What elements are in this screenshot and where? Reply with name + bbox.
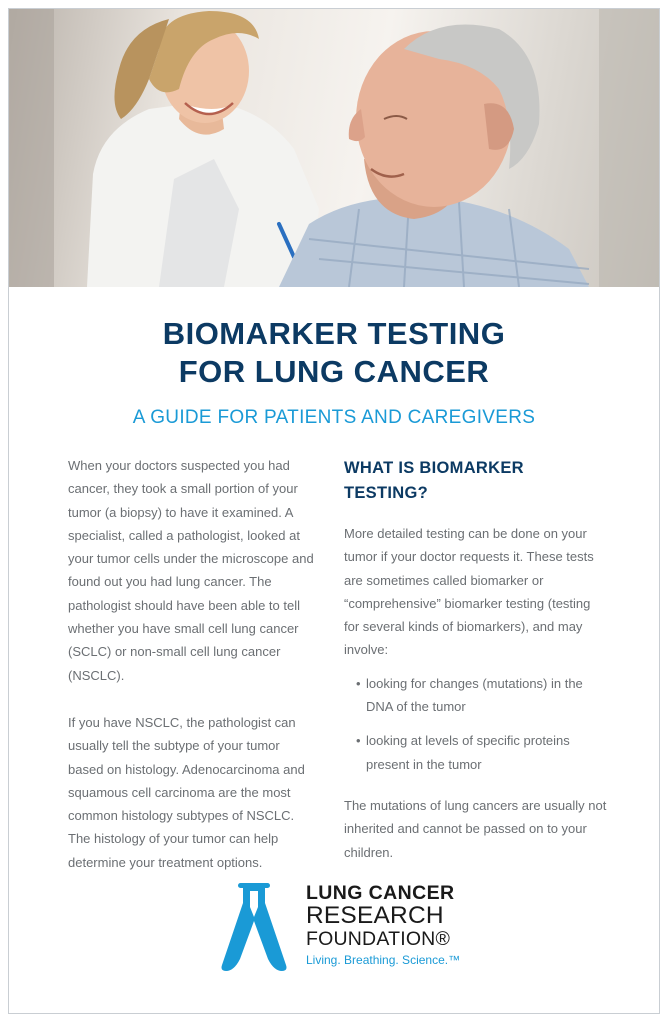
left-column xyxy=(68,454,318,874)
page-title xyxy=(9,315,659,391)
section-heading-line-2: TESTING? xyxy=(344,484,428,502)
section-heading xyxy=(344,456,609,506)
bullet-list xyxy=(344,672,609,776)
logo-line-2: RESEARCH xyxy=(306,902,444,929)
hero-photo xyxy=(9,9,659,287)
left-paragraph-1: When your doctors suspected you had cancer, they took a small portion of your tumor (a biopsy) to have it examined. A specialist, called a pathologist, looked at your tumor cells under the microscope and found out you had lung cancer. The pathologist should have been able to tell whether you have small cell lung cancer (SCLC) or non-small cell lung cancer (NSCLC). xyxy=(68,458,314,683)
document-page xyxy=(8,8,660,1014)
nurse-and-patient-photo xyxy=(9,9,659,287)
right-column xyxy=(344,454,609,864)
flask-lungs-icon xyxy=(214,881,294,973)
logo-line-1: LUNG CANCER xyxy=(306,882,455,904)
logo-tagline: Living. Breathing. Science.™ xyxy=(306,953,461,967)
lcrf-logo xyxy=(214,879,474,979)
bullet-item-1: • looking for changes (mutations) in the DNA of the tumor xyxy=(344,672,609,719)
logo-line-3: FOUNDATION® xyxy=(306,928,451,950)
right-intro-paragraph: More detailed testing can be done on your tumor if your doctor requests it. These tests are sometimes called biomarker or “comprehensive” biomarker testing (testing for several kinds of biomarkers), and may involve: xyxy=(344,526,594,658)
left-paragraph-2: If you have NSCLC, the pathologist can usually tell the subtype of your tumor based on histology. Adenocarcinoma and squamous cell carcinoma are the most common histology subtypes of NSCLC. The histology of your tumor can help determine your treatment options. xyxy=(68,714,305,870)
right-closing-paragraph: The mutations of lung cancers are usually not inherited and cannot be passed on to your children. xyxy=(344,797,607,860)
title-line-2: FOR LUNG CANCER xyxy=(178,354,490,389)
page-subtitle: A GUIDE FOR PATIENTS AND CAREGIVERS xyxy=(132,407,536,428)
section-heading-line-1: WHAT IS BIOMARKER xyxy=(344,459,524,477)
logo-wordmark xyxy=(306,883,460,967)
title-line-1: BIOMARKER TESTING xyxy=(162,316,506,351)
bullet-item-2: • looking at levels of specific proteins present in the tumor xyxy=(344,729,609,776)
